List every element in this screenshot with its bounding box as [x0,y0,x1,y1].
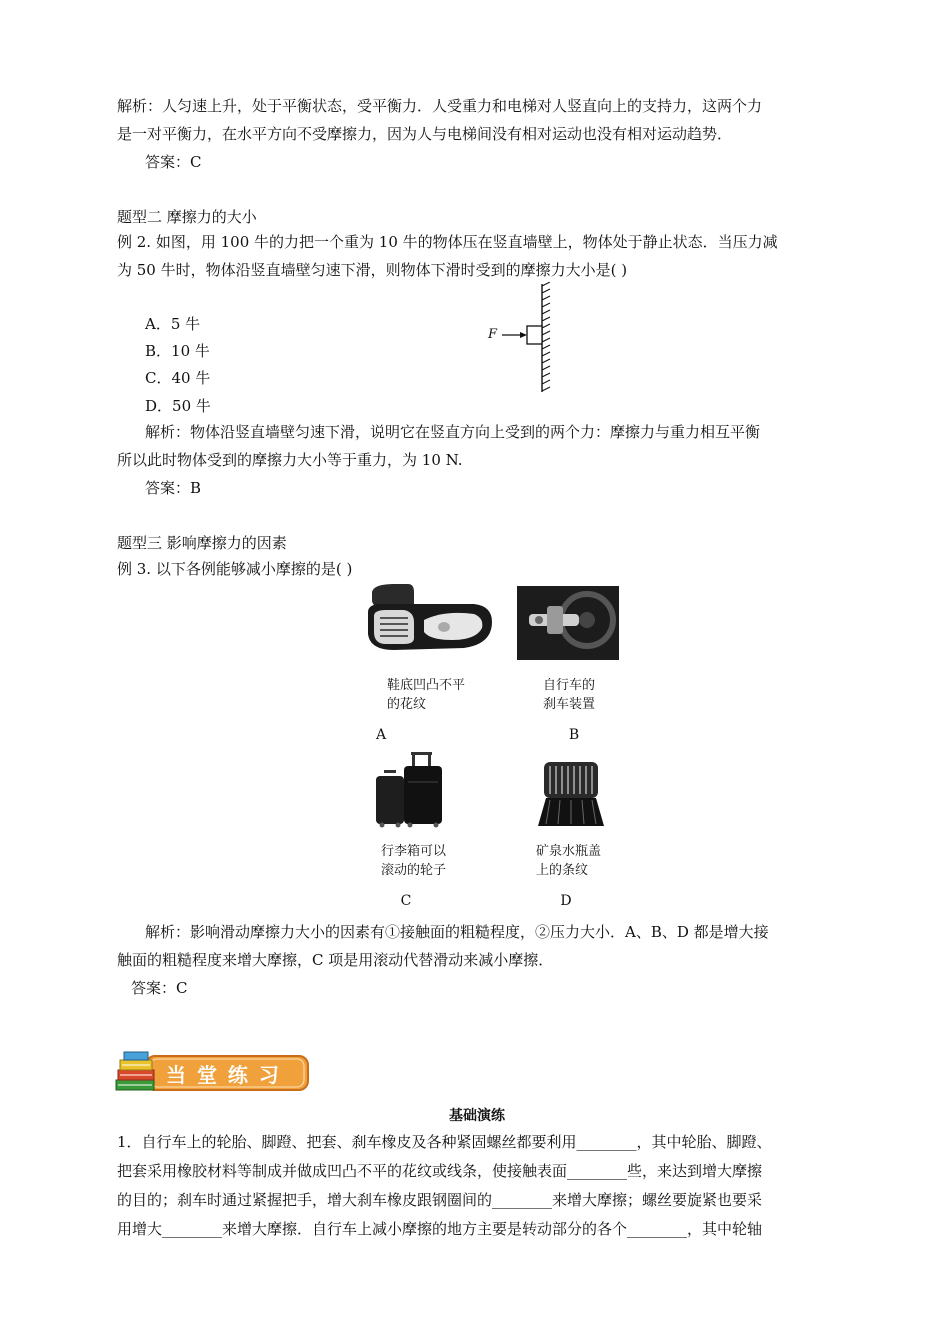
item-d-letter: D [560,893,572,909]
ex1-analysis-line1: 解析：人匀速上升，处于平衡状态，受平衡力．人受重力和电梯对人竖直向上的支持力，这两个力 [117,97,763,115]
type2-analysis-line1: 解析：物体沿竖直墙壁匀速下滑，说明它在竖直方向上受到的两个力：摩擦力与重力相互平衡 [145,423,761,441]
item-d-caption1: 矿泉水瓶盖 [536,844,602,859]
luggage-image [374,752,446,828]
type2-analysis-line2: 所以此时物体受到的摩擦力大小等于重力，为 10 N. [117,451,463,469]
q1-line4: 用增大________来增大摩擦．自行车上减小摩擦的地方主要是转动部分的各个________，其中轮轴 [117,1220,763,1238]
books-icon [116,1052,154,1090]
item-a-caption1: 鞋底凹凸不平 [387,678,466,693]
q1-line2: 把套采用橡胶材料等制成并做成凹凸不平的花纹或线条，使接触表面________些，来达到增大摩擦 [117,1162,763,1180]
force-label: F [488,327,498,342]
item-b-caption2: 刹车装置 [543,697,596,712]
q1-line1: 1．自行车上的轮胎、脚蹬、把套、刹车橡皮及各种紧固螺丝都要利用________，其中轮胎、脚蹬、 [117,1133,772,1151]
item-c-letter: C [400,893,412,909]
shoe-sole-image [364,582,494,658]
type3-heading: 题型三 影响摩擦力的因素 [117,534,287,552]
type2-question-line2: 为 50 牛时，物体沿竖直墙壁匀速下滑，则物体下滑时受到的摩擦力大小是( ) [117,261,628,279]
item-d-caption2: 上的条纹 [536,863,589,878]
ex1-analysis-line2: 是一对平衡力，在水平方向不受摩擦力，因为人与电梯间没有相对运动也没有相对运动趋势． [117,125,733,143]
item-a-letter: A [375,727,387,743]
item-c-caption2: 滚动的轮子 [381,863,447,878]
banner-title: 当 堂 练 习 [166,1063,281,1087]
q1-line3: 的目的；刹车时通过紧握把手，增大刹车橡皮跟钢圈间的________来增大摩擦；螺丝要旋紧也要采 [117,1191,763,1209]
option-c: C．40 牛 [145,369,211,387]
type2-answer: 答案：B [145,479,202,497]
option-a: A．5 牛 [145,315,201,333]
type2-question-line1: 例 2. 如图，用 100 牛的力把一个重为 10 牛的物体压在竖直墙壁上，物体处于静止状态．当压力减 [117,233,778,251]
practice-heading: 基础演练 [449,1108,505,1124]
item-a-caption2: 的花纹 [387,697,427,712]
type3-answer: 答案：C [131,979,188,997]
type3-analysis-line2: 触面的粗糙程度来增大摩擦，C 项是用滚动代替滑动来减小摩擦． [117,951,554,969]
option-b: B．10 牛 [145,342,210,360]
bottle-cap-image [536,760,606,828]
bike-brake-image [517,586,619,660]
type2-heading: 题型二 摩擦力的大小 [117,208,257,226]
ex1-answer: 答案：C [145,153,202,171]
type3-question: 例 3. 以下各例能够减小摩擦的是( ) [117,560,353,578]
item-c-caption1: 行李箱可以 [381,844,447,859]
option-d: D．50 牛 [145,397,211,415]
item-b-caption1: 自行车的 [543,678,596,693]
type3-analysis-line1: 解析：影响滑动摩擦力大小的因素有①接触面的粗糙程度，②压力大小．A、B、D 都是增大接 [145,923,769,941]
item-b-letter: B [568,727,580,743]
